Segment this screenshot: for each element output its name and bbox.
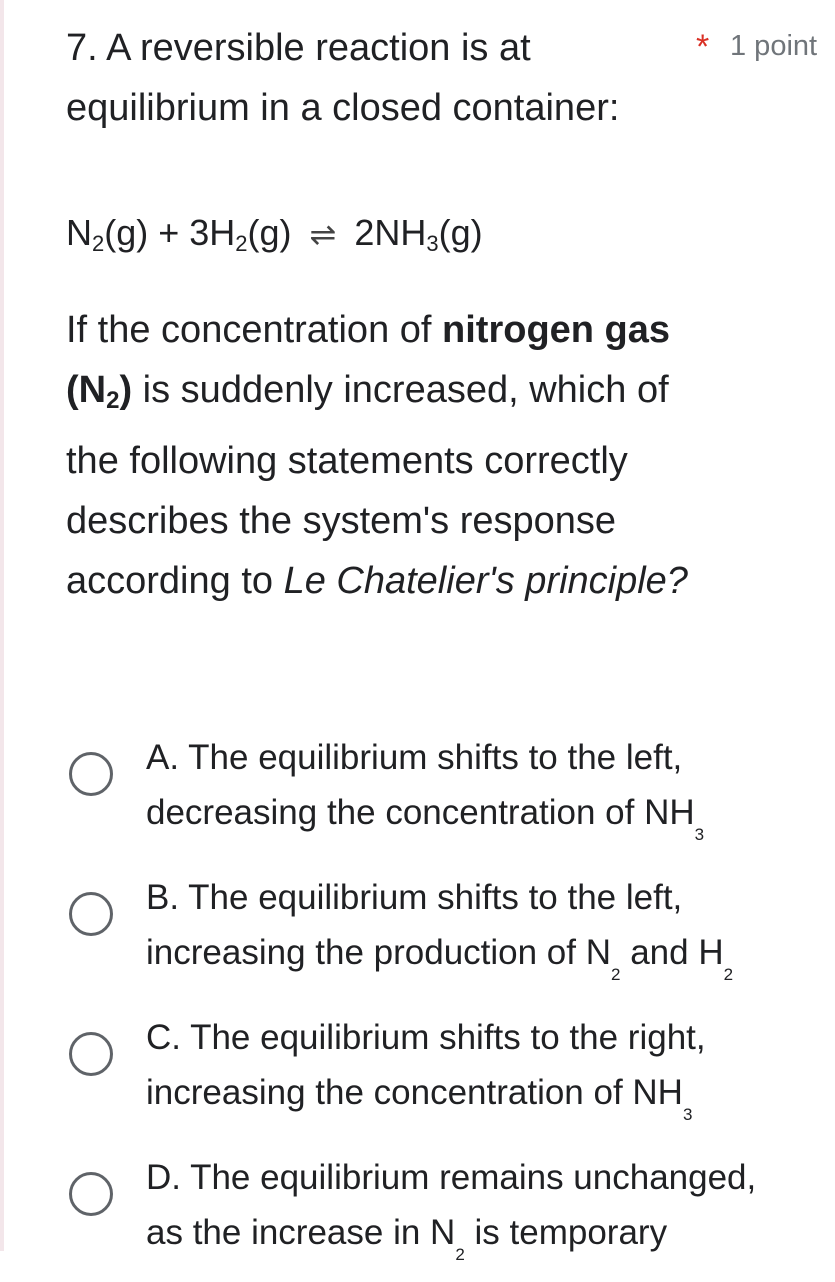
option-label: D. The equilibrium remains unchanged, as the increase in $N_2$ is temporary	[146, 1158, 757, 1264]
radio-button[interactable]	[69, 1172, 113, 1216]
option-d[interactable]	[66, 1150, 826, 1270]
option-label: C. The equilibrium shifts to the right, increasing the concentration of $NH_3$	[146, 1018, 706, 1124]
option-label: A. The equilibrium shifts to the left, decreasing the concentration of $NH_3$	[146, 738, 705, 844]
chemical-equation: $N_2(g) + 3H_2(g)$ ⇌ $2NH_3(g)$	[66, 208, 483, 269]
question-title	[66, 18, 626, 138]
option-c[interactable]	[66, 1010, 826, 1130]
option-a[interactable]	[66, 730, 826, 850]
points-label: 1 point	[730, 30, 818, 62]
radio-button[interactable]	[69, 1032, 113, 1076]
option-b[interactable]	[66, 870, 826, 990]
equilibrium-arrow-icon: ⇌	[309, 216, 337, 252]
card-left-border	[0, 0, 4, 1251]
required-asterisk: *	[696, 28, 710, 66]
option-label: B. The equilibrium shifts to the left, increasing the production of $N_2$ and $H_2$	[146, 878, 734, 984]
radio-button[interactable]	[69, 892, 113, 936]
radio-button[interactable]	[69, 752, 113, 796]
question-title-line2: equilibrium in a closed container:	[66, 87, 620, 129]
question-title-line1: 7. A reversible reaction is at	[66, 27, 531, 69]
question-body: If the concentration of nitrogen gas $(N_2)$ is suddenly increased, which of the following statements correctly describes the system's response according to Le Chatelier's principle?	[66, 309, 688, 602]
